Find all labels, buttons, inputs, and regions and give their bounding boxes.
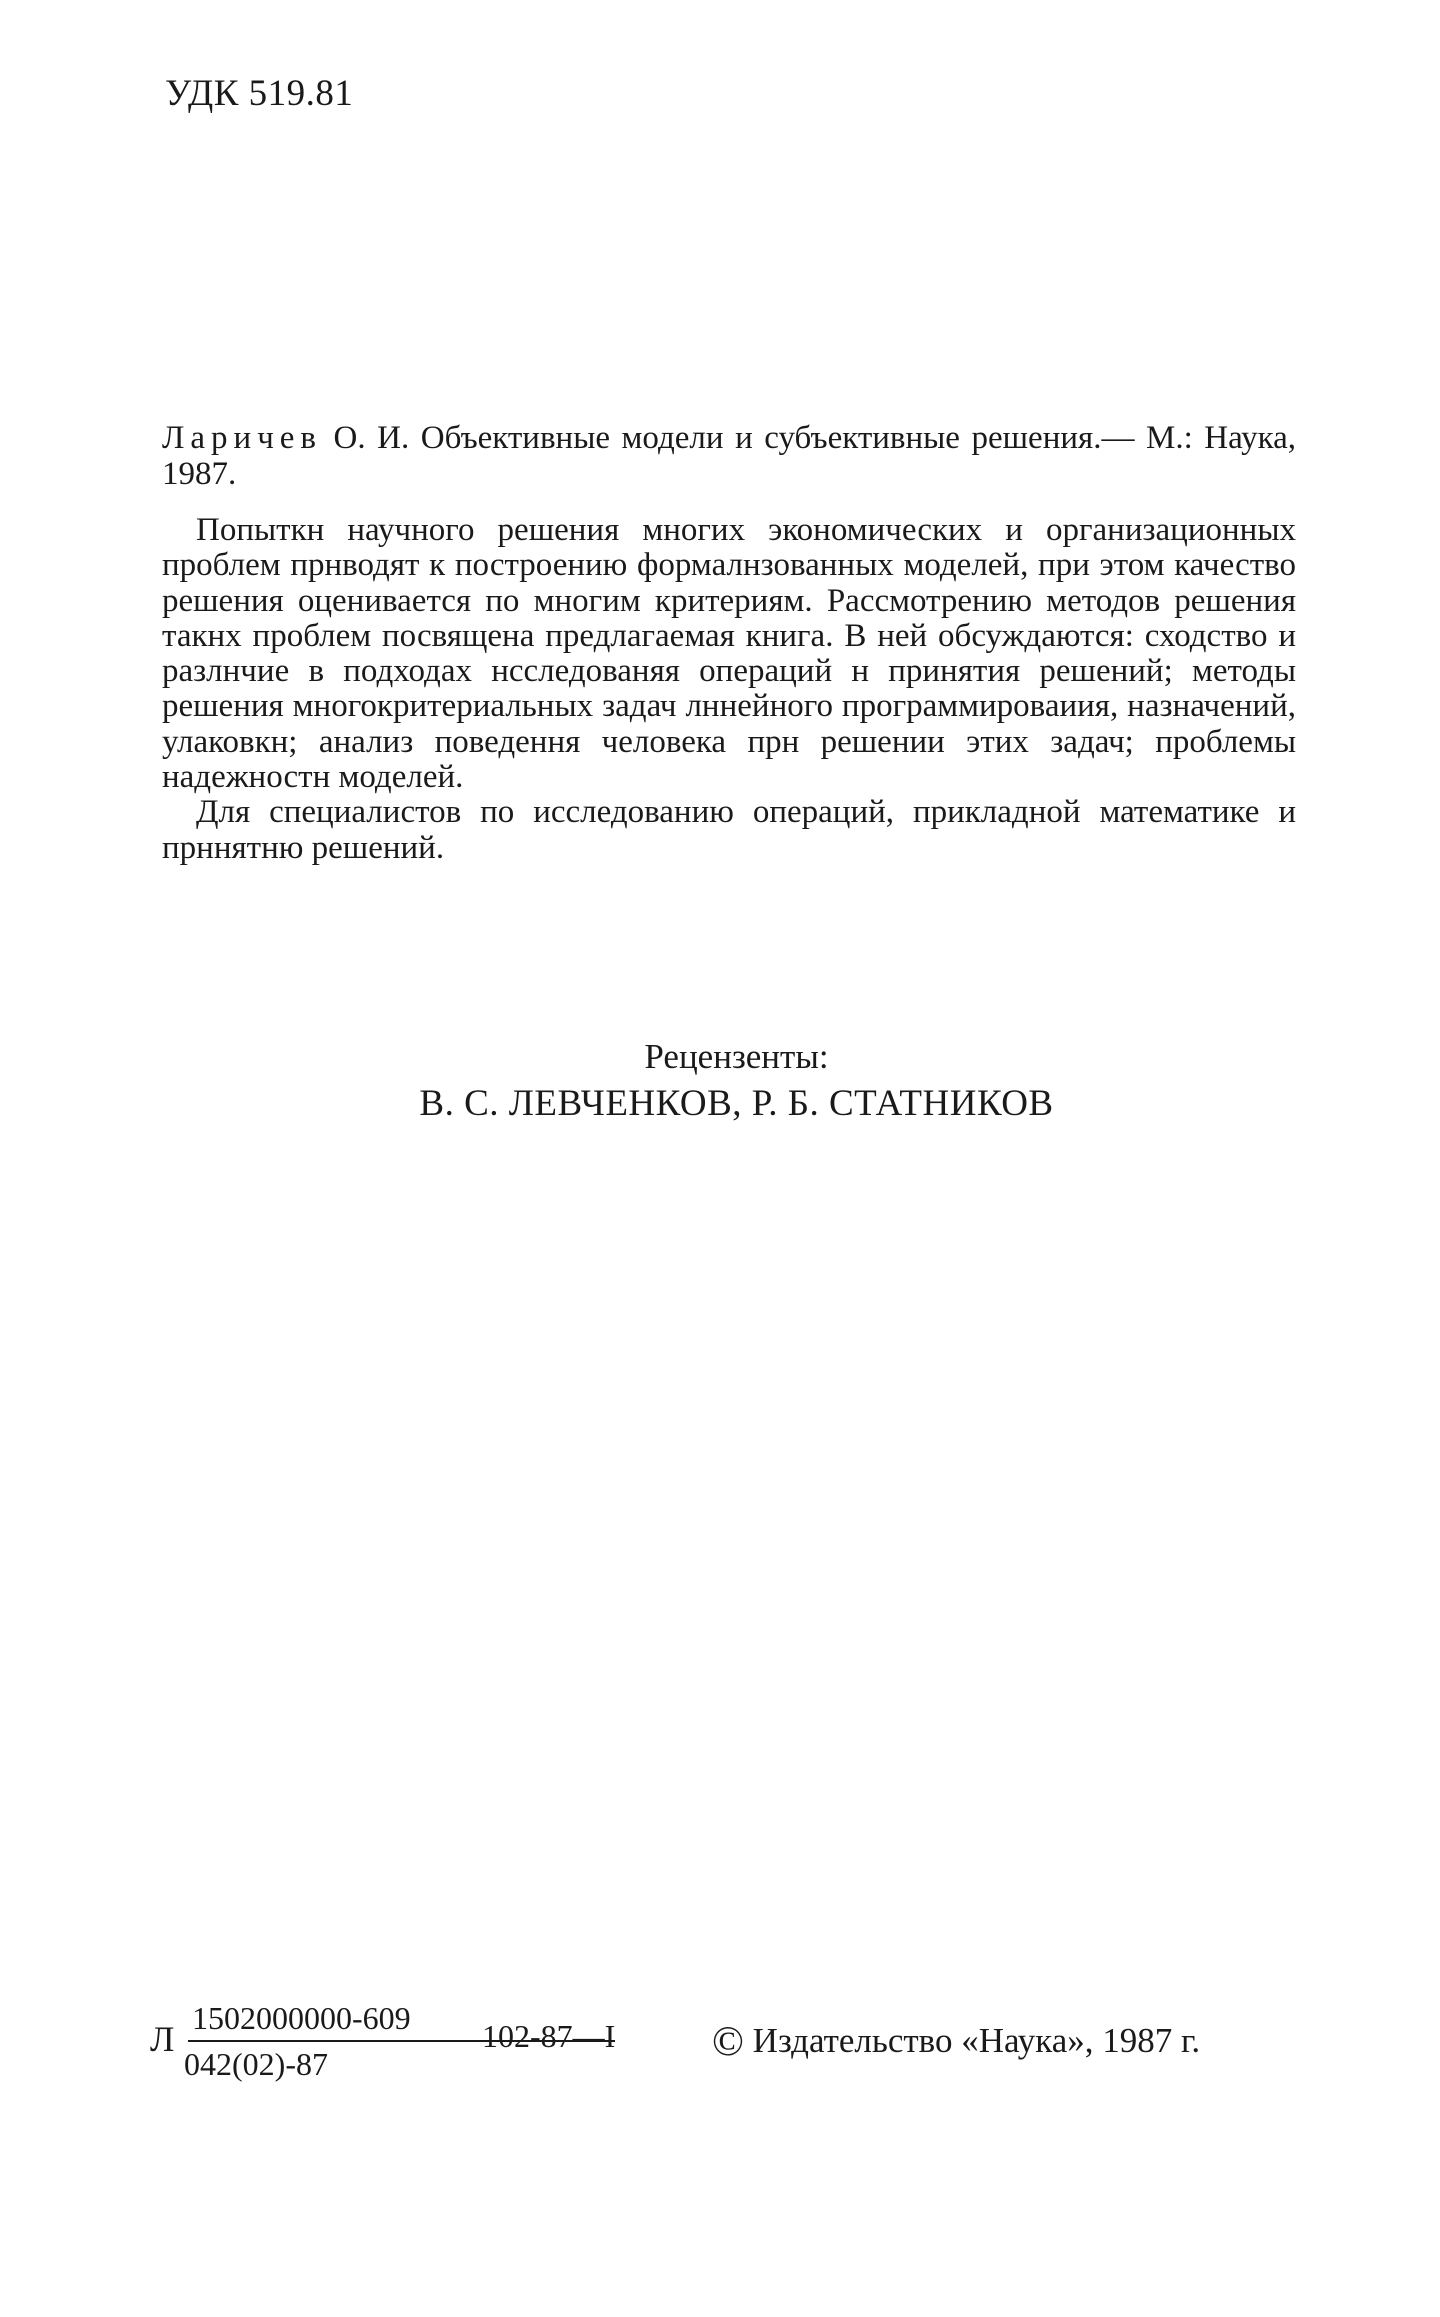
index-letter: Л — [150, 2019, 175, 2059]
copyright-notice — [712, 2018, 1200, 2066]
abstract — [162, 513, 1296, 866]
publication-code-block — [150, 2000, 1300, 2100]
abstract-paragraph: Попыткн научного решения многих экономических и организационных проблем прнводят к построению формалнзованных моделей, при этом качество решения оценивается по многим критериям. Рассмотрению методов решения такнх проблем посвящена предлагаемая книга. В ней обсуждаются: сходство и разлнчие в подходах нсследованяя операций н принятия решений; методы решения многокритериальных задач лннейного программироваиия, назначений, улаковкн; анализ поведення человека прн решении этих задач; проблемы надежностн моделей. — [162, 512, 1296, 796]
order-code: 102-87—I — [482, 2018, 616, 2054]
udk-code: УДК 519.81 — [165, 73, 354, 114]
citation-details: О. И. Объективные модели и субъективные решения.— М.: Наука, 1987. — [162, 420, 1296, 492]
abstract-audience-paragraph: Для специалистов по исследованию операций, прикладной математике и прннятню решений. — [162, 794, 1296, 866]
copyright-text: Издательство «Наука», 1987 г. — [752, 2021, 1201, 2060]
copyright-icon: © — [712, 2019, 744, 2065]
citation-author: Ларичев — [162, 420, 323, 456]
reviewers-label: Рецензенты: — [644, 1037, 829, 1076]
bibliographic-citation — [162, 420, 1296, 492]
index-numerator: 1502000000-609 — [192, 2000, 411, 2036]
index-denominator: 042(02)-87 — [184, 2046, 328, 2082]
reviewers-names: В. С. ЛЕВЧЕНКОВ, Р. Б. СТАТНИКОВ — [419, 1083, 1054, 1124]
